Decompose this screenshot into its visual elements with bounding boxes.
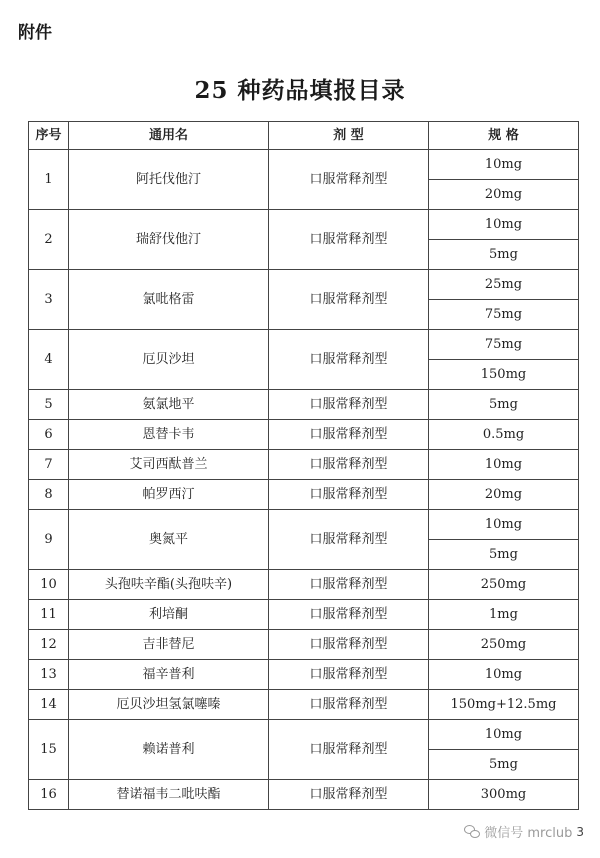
cell-number: 1 (29, 150, 69, 210)
cell-specification: 5mg (429, 390, 579, 420)
cell-specification: 10mg (429, 720, 579, 750)
cell-specification: 150mg (429, 360, 579, 390)
cell-generic-name: 头孢呋辛酯(头孢呋辛) (69, 570, 269, 600)
watermark (464, 822, 584, 841)
cell-dosage-form: 口服常释剂型 (269, 660, 429, 690)
cell-specification: 20mg (429, 480, 579, 510)
cell-generic-name: 恩替卡韦 (69, 420, 269, 450)
cell-generic-name: 厄贝沙坦氢氯噻嗪 (69, 690, 269, 720)
table-row (29, 390, 579, 420)
cell-specification: 10mg (429, 510, 579, 540)
cell-specification: 150mg+12.5mg (429, 690, 579, 720)
table-row (29, 330, 579, 360)
document-title: 25 种药品填报目录 (194, 77, 406, 104)
table-row (29, 600, 579, 630)
cell-number: 4 (29, 330, 69, 390)
cell-number: 3 (29, 270, 69, 330)
drug-catalog-table (28, 121, 579, 810)
column-header-name: 通用名 (69, 122, 269, 150)
table-row (29, 150, 579, 180)
table-row (29, 420, 579, 450)
table-row (29, 690, 579, 720)
cell-specification: 1mg (429, 600, 579, 630)
cell-specification: 5mg (429, 540, 579, 570)
table-row (29, 780, 579, 810)
cell-dosage-form: 口服常释剂型 (269, 630, 429, 660)
cell-specification: 250mg (429, 630, 579, 660)
cell-generic-name: 厄贝沙坦 (69, 330, 269, 390)
table-row (29, 450, 579, 480)
cell-number: 6 (29, 420, 69, 450)
cell-dosage-form: 口服常释剂型 (269, 330, 429, 390)
wechat-icon (464, 825, 480, 838)
cell-generic-name: 瑞舒伐他汀 (69, 210, 269, 270)
cell-generic-name: 赖诺普利 (69, 720, 269, 780)
cell-specification: 20mg (429, 180, 579, 210)
cell-dosage-form: 口服常释剂型 (269, 420, 429, 450)
cell-specification: 25mg (429, 270, 579, 300)
cell-dosage-form: 口服常释剂型 (269, 390, 429, 420)
cell-dosage-form: 口服常释剂型 (269, 570, 429, 600)
cell-number: 10 (29, 570, 69, 600)
cell-specification: 0.5mg (429, 420, 579, 450)
cell-specification: 10mg (429, 660, 579, 690)
page-number: 3 (576, 824, 584, 839)
column-header-number: 序号 (29, 122, 69, 150)
cell-dosage-form: 口服常释剂型 (269, 150, 429, 210)
table-row (29, 270, 579, 300)
cell-specification: 75mg (429, 330, 579, 360)
cell-number: 13 (29, 660, 69, 690)
cell-generic-name: 阿托伐他汀 (69, 150, 269, 210)
table-row (29, 570, 579, 600)
cell-specification: 250mg (429, 570, 579, 600)
cell-generic-name: 氯吡格雷 (69, 270, 269, 330)
cell-generic-name: 奥氮平 (69, 510, 269, 570)
cell-number: 12 (29, 630, 69, 660)
cell-specification: 10mg (429, 450, 579, 480)
cell-generic-name: 福辛普利 (69, 660, 269, 690)
table-row (29, 210, 579, 240)
column-header-form: 剂 型 (269, 122, 429, 150)
cell-generic-name: 替诺福韦二吡呋酯 (69, 780, 269, 810)
watermark-text: 微信号 mrclub (484, 826, 573, 841)
cell-number: 15 (29, 720, 69, 780)
cell-dosage-form: 口服常释剂型 (269, 450, 429, 480)
cell-generic-name: 艾司西酞普兰 (69, 450, 269, 480)
cell-generic-name: 氨氯地平 (69, 390, 269, 420)
cell-dosage-form: 口服常释剂型 (269, 270, 429, 330)
table-row (29, 480, 579, 510)
cell-number: 5 (29, 390, 69, 420)
attachment-label: 附件 (18, 23, 52, 43)
cell-generic-name: 吉非替尼 (69, 630, 269, 660)
cell-dosage-form: 口服常释剂型 (269, 600, 429, 630)
cell-specification: 5mg (429, 240, 579, 270)
table-header-row (29, 122, 579, 150)
cell-generic-name: 帕罗西汀 (69, 480, 269, 510)
cell-number: 11 (29, 600, 69, 630)
cell-specification: 10mg (429, 210, 579, 240)
cell-number: 8 (29, 480, 69, 510)
column-header-spec: 规 格 (429, 122, 579, 150)
table-row (29, 720, 579, 750)
table-row (29, 510, 579, 540)
cell-number: 2 (29, 210, 69, 270)
cell-number: 16 (29, 780, 69, 810)
table-body (29, 150, 579, 810)
cell-generic-name: 利培酮 (69, 600, 269, 630)
cell-dosage-form: 口服常释剂型 (269, 780, 429, 810)
cell-number: 7 (29, 450, 69, 480)
cell-specification: 5mg (429, 750, 579, 780)
table-row (29, 630, 579, 660)
cell-dosage-form: 口服常释剂型 (269, 690, 429, 720)
cell-number: 9 (29, 510, 69, 570)
cell-dosage-form: 口服常释剂型 (269, 720, 429, 780)
cell-dosage-form: 口服常释剂型 (269, 510, 429, 570)
cell-specification: 300mg (429, 780, 579, 810)
cell-dosage-form: 口服常释剂型 (269, 480, 429, 510)
cell-specification: 10mg (429, 150, 579, 180)
cell-number: 14 (29, 690, 69, 720)
table-row (29, 660, 579, 690)
cell-specification: 75mg (429, 300, 579, 330)
cell-dosage-form: 口服常释剂型 (269, 210, 429, 270)
